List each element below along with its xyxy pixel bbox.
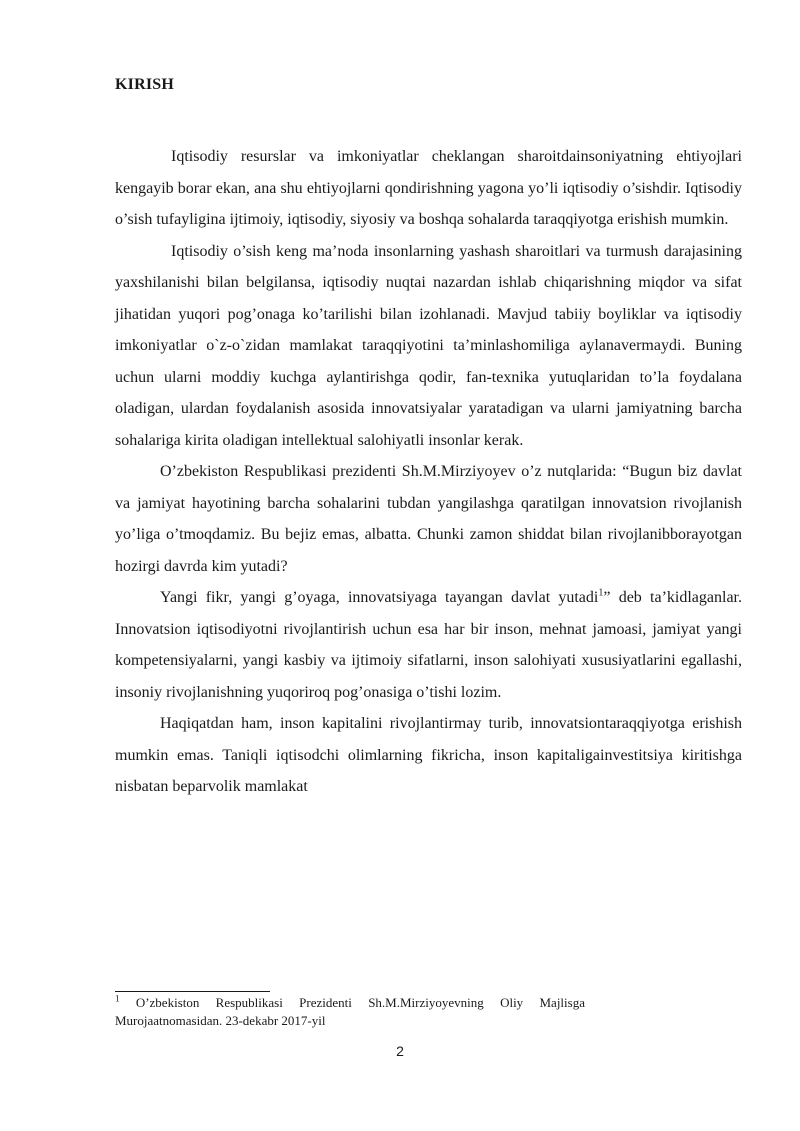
body-text (115, 141, 742, 803)
footnote-reference: 1 (598, 587, 604, 599)
quote-text-before: Yangi fikr, yangi g’oyaga, innovatsiyaga tayangan davlat yutadi (160, 589, 599, 606)
paragraph-quote-continuation (115, 582, 742, 708)
paragraph-human-capital: Haqiqatdan ham, inson kapitalini rivojlantirmay turib, innovatsiontaraqqiyotga erishish mumkin emas. Taniqli iqtisodchi olimlarning fikricha, inson kapitaligainvestitsiya kiritishga nisbatan beparvolik mamlakat (115, 715, 742, 795)
paragraph-president-quote: O’zbekiston Respublikasi prezidenti Sh.M.Mirziyoyev o’z nutqlarida: “Bugun biz davlat va jamiyat hayotining barcha sohalarini tubdan yangilashga qaratilgan innovatsion rivojlanish yo’liga o’tmoqdamiz. Bu bejiz emas, albatta. Chunki zamon shiddat bilan rivojlanibborayotgan hozirgi davrda kim yutadi? (115, 463, 742, 575)
quote-text-after: ” deb ta’kidlaganlar. Innovatsion iqtisodiyotni rivojlantirish uchun esa har bir inson, mehnat jamoasi, jamiyat yangi kompetensiyalarni, yangi kasbiy va ijtimoiy sifatlarni, inson salohiyati xususiyatlarini egallashi, insoniy rivojlanishning yuqoriroq pog’onasiga o’tishi lozim. (115, 589, 742, 701)
paragraph-growth: Iqtisodiy o’sish keng ma’noda insonlarning yashash sharoitlari va turmush darajasining yaxshilanishi bilan belgilansa, iqtisodiy nuqtai nazardan ishlab chiqarishning miqdor va sifat jihatidan yuqori pog’onaga ko’tarilishi bilan izohlanadi. Mavjud tabiiy boyliklar va iqtisodiy imkoniyatlar o`z-o`zidan mamlakat taraqqiyotini ta’minlashomiliga aylanavermaydi. Buning uchun ularni moddiy kuchga aylantirishga qodir, fan-texnika yutuqlaridan to’la foydalana oladigan, ulardan foydalanish asosida innovatsiyalar yaratadigan va ularni jamiyatning barcha sohalariga kirita oladigan intellektual salohiyatli insonlar kerak. (115, 242, 742, 449)
section-heading: KIRISH (115, 76, 174, 93)
footnote-marker: 1 (115, 993, 120, 1004)
footnote-text: O’zbekiston Respublikasi Prezidenti Sh.M.Mirziyoyevning Oliy Majlisga Murojaatnomasidan. 23-dekabr 2017-yil (115, 995, 585, 1028)
footnote (115, 994, 585, 1030)
footnote-divider (115, 991, 270, 992)
paragraph-intro: Iqtisodiy resurslar va imkoniyatlar cheklangan sharoitdainsoniyatning ehtiyojlari kengayib borar ekan, ana shu ehtiyojlarni qondirishning yagona yo’li iqtisodiy o’sishdir. Iqtisodiy o’sish tufayligina ijtimoiy, iqtisodiy, siyosiy va boshqa sohalarda taraqqiyotga erishish mumkin. (115, 148, 742, 228)
page-number: 2 (396, 1043, 404, 1059)
